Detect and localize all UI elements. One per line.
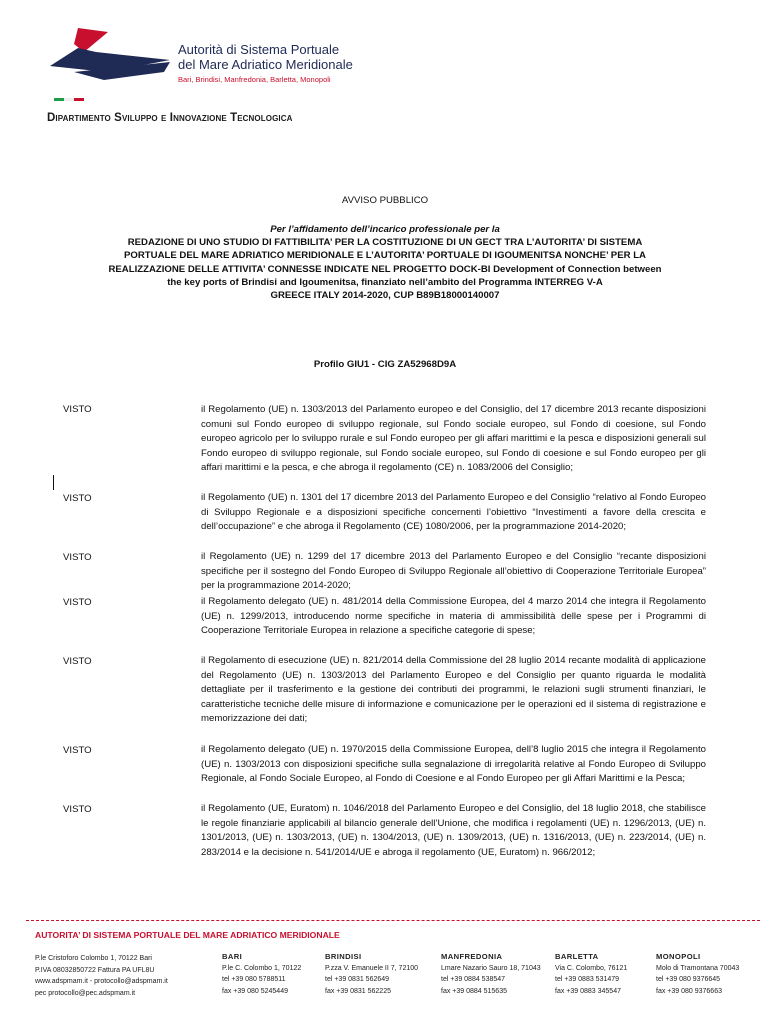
flag-red	[74, 98, 84, 101]
subject-line: PORTUALE DEL MARE ADRIATICO MERIDIONALE E L’AUTORITA’ PORTUALE DI IGOUMENITSA NONCHE’ PER LA	[124, 250, 646, 262]
office-fax: fax +39 0883 345547	[555, 987, 621, 995]
notice-subject	[52, 223, 718, 302]
visto-label: VISTO	[63, 804, 92, 815]
visto-text: il Regolamento di esecuzione (UE) n. 821/2014 della Commissione del 28 luglio 2014 recante modalità di applicazione del Regolamento (UE) n. 1303/2013 del Parlamento Europeo e del Consiglio per quanto riguarda le modalità dettagliate per il trasferimento e la gestione dei contributi dei programmi, le relazioni sugli strumenti finanziari, le caratteristiche tecniche delle misure di informazione e comunicazione per le operazioni ed il sistema di registrazione e memorizzazione dei dati;	[201, 655, 706, 725]
footer-website-link[interactable]: www.adspmam.it - protocollo@adspmam.it	[35, 978, 168, 986]
visto-label: VISTO	[63, 745, 92, 756]
office-city: MONOPOLI	[656, 952, 701, 961]
flag-green	[54, 98, 64, 101]
footer-title: AUTORITA’ DI SISTEMA PORTUALE DEL MARE ADRIATICO MERIDIONALE	[35, 930, 340, 940]
visto-label: VISTO	[63, 597, 92, 608]
office-city: BARLETTA	[555, 952, 599, 961]
office-tel: tel +39 080 9376645	[656, 976, 721, 984]
visto-label: VISTO	[63, 404, 92, 415]
visto-label: VISTO	[63, 493, 92, 504]
visto-text: il Regolamento (UE) n. 1303/2013 del Parlamento europeo e del Consiglio, del 17 dicembre 2013 recante disposizioni comuni sul Fondo europeo di sviluppo regionale, sul Fondo sociale europeo, sul Fondo di coesione, sul Fondo europeo agricolo per lo sviluppo rurale e sul Fondo europeo per gli affari marittimi e la pesca e disposizioni generali sul Fondo europeo di sviluppo regionale, sul Fondo sociale europeo, sul Fondo di coesione e sul Fondo europeo per gli affari marittimi e la pesca, e che abroga il regolamento (CE) n. 1083/2006 del Consiglio;	[201, 404, 706, 474]
footer-general-info	[35, 953, 168, 999]
office-fax: fax +39 080 5245449	[222, 987, 288, 995]
footer-pec-link[interactable]: pec protocollo@pec.adspmam.it	[35, 989, 136, 997]
office-city: MANFREDONIA	[441, 952, 503, 961]
office-city: BARI	[222, 952, 243, 961]
org-name-line2: del Mare Adriatico Meridionale	[178, 56, 353, 72]
office-address: Via C. Colombo, 76121	[555, 964, 628, 972]
office-tel: tel +39 0884 538547	[441, 976, 506, 984]
subject-line: REDAZIONE DI UNO STUDIO DI FATTIBILITA’ PER LA COSTITUZIONE DI UN GECT TRA L’AUTORITA’ DI SISTEMA	[127, 237, 643, 249]
office-tel: tel +39 0831 562649	[325, 976, 390, 984]
office-fax: fax +39 0831 562225	[325, 987, 391, 995]
subject-line: the key ports of Brindisi and Igoumenitsa, finanziato nell’ambito del Programma INTERREG V-A	[167, 276, 603, 288]
visto-label: VISTO	[63, 656, 92, 667]
office-fax: fax +39 0884 515635	[441, 987, 507, 995]
office-tel: tel +39 080 5788511	[222, 976, 286, 984]
visto-text: il Regolamento delegato (UE) n. 481/2014 della Commissione Europea, del 4 marzo 2014 che integra il Regolamento (UE) n. 1299/2013, introducendo norme specifiche in materia di ammissibilità delle spese per i Programmi di Cooperazione Territoriale Europea in relazione a specifiche categorie di spese;	[201, 596, 706, 637]
org-name-line1: Autorità di Sistema Portuale	[178, 42, 340, 57]
notice-title: AVVISO PUBBLICO	[341, 195, 429, 206]
office-address: Molo di Tramontana 70043	[656, 964, 740, 972]
footer-office-monopoli	[656, 951, 739, 997]
office-address: P.zza V. Emanuele II 7, 72100	[325, 964, 419, 972]
visto-text: il Regolamento (UE) n. 1301 del 17 dicembre 2013 del Parlamento Europeo e del Consiglio “relativo al Fondo Europeo di Sviluppo Regionale e a disposizioni specifiche concernenti l’obiettivo “Investimenti a favore della crescita e dell’occupazione” e che abroga il Regolamento (CE) 1080/2006, per la programmazione 2014-2020;	[201, 492, 706, 533]
office-address: P.le C. Colombo 1, 70122	[222, 964, 302, 972]
office-tel: tel +39 0883 531479	[555, 976, 620, 984]
org-ports: Bari, Brindisi, Manfredonia, Barletta, Monopoli	[178, 75, 331, 84]
subject-line: GREECE ITALY 2014-2020, CUP B89B18000140007	[270, 290, 500, 302]
office-city: BRINDISI	[325, 952, 362, 961]
visto-label: VISTO	[63, 552, 92, 563]
footer-office-barletta	[555, 951, 627, 997]
department-heading: Dipartimento Sviluppo e Innovazione Tecnologica	[47, 112, 293, 124]
subject-intro: Per l’affidamento dell’incarico professionale per la	[270, 224, 500, 235]
visto-text: il Regolamento (UE) n. 1299 del 17 dicembre 2013 del Parlamento Europeo e del Consiglio “recante disposizioni specifiche per il sostegno del Fondo Europeo di Sviluppo Regionale all’obiettivo di Cooperazione Territoriale Europea” per la programmazione 2014-2020;	[201, 551, 706, 592]
visto-text: il Regolamento (UE, Euratom) n. 1046/2018 del Parlamento Europeo e del Consiglio, del 18 luglio 2018, che stabilisce le regole finanziarie applicabili al bilancio generale dell’Unione, che modifica i regolamenti (UE) n. 1296/2013, (UE) n. 1301/2013, (UE) n. 1303/2013, (UE) n. 1304/2013, (UE) n. 1309/2013, (UE) n. 1316/2013, (UE) n. 223/2014, (UE) n. 283/2014 e la decisione n. 541/2014/UE e abroga il regolamento (UE, Euratom) n. 966/2012;	[201, 803, 706, 858]
text-cursor	[53, 475, 54, 490]
office-address: Lmare Nazario Sauro 18, 71043	[441, 964, 541, 972]
authority-logo	[44, 22, 174, 106]
subject-line: REALIZZAZIONE DELLE ATTIVITA’ CONNESSE INDICATE NEL PROGETTO DOCK-BI Development of Connection between	[108, 263, 662, 275]
footer-address: P.le Cristoforo Colombo 1, 70122 Bari	[35, 955, 152, 962]
footer-office-bari	[222, 951, 301, 997]
footer-office-brindisi	[325, 951, 418, 997]
flag-white	[64, 98, 74, 101]
footer-office-manfredonia	[441, 951, 541, 997]
visto-text: il Regolamento delegato (UE) n. 1970/2015 della Commissione Europea, dell’8 luglio 2015 che integra il Regolamento (UE) n. 1303/2013 con disposizioni specifiche sulla segnalazione di irregolarità relative al Fondo Europeo di Sviluppo Regionale, al Fondo Sociale Europeo, al Fondo di Coesione e al Fondo Europeo per gli Affari Marittimi e la Pesca;	[201, 744, 706, 785]
profile-code: Profilo GIU1 - CIG ZA52968D9A	[313, 359, 457, 370]
footer-vat: P.IVA 08032850722 Fattura PA UFL8U	[35, 966, 155, 974]
org-name	[178, 43, 353, 72]
footer-divider	[26, 920, 760, 921]
office-fax: fax +39 080 9376663	[656, 987, 722, 995]
